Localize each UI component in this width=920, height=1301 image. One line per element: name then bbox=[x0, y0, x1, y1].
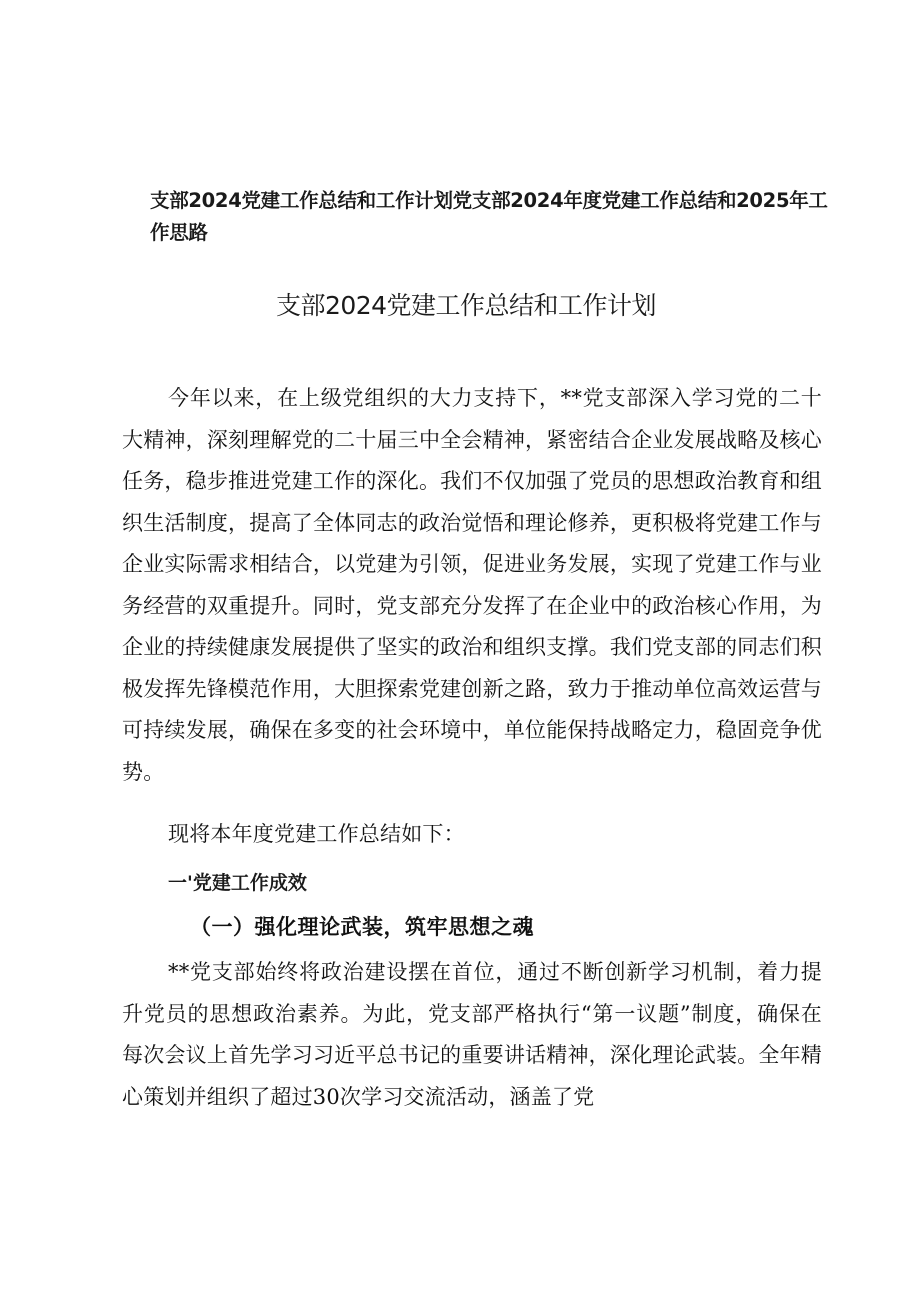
subsection-paragraph: **党支部始终将政治建设摆在首位，通过不断创新学习机制，着力提升党员的思想政治素养。为此，党支部严格执行“第一议题”制度，确保在每次会议上首先学习习近平总书记的重要讲话精神，深化理论武装。全年精心策划并组织了超过30次学习交流活动，涵盖了党 bbox=[122, 960, 822, 1109]
summary-intro-paragraph: 现将本年度党建工作总结如下： bbox=[168, 822, 465, 846]
section-heading: 一'党建工作成效 bbox=[168, 872, 307, 894]
document-header-title: 支部2024党建工作总结和工作计划党支部2024年度党建工作总结和2025年工作思路 bbox=[150, 189, 828, 244]
document-main-title: 支部2024党建工作总结和工作计划 bbox=[275, 291, 657, 320]
subsection-heading: （一）强化理论武装，筑牢思想之魂 bbox=[190, 914, 534, 939]
intro-paragraph: 今年以来，在上级党组织的大力支持下，**党支部深入学习党的二十大精神，深刻理解党的二十届三中全会精神，紧密结合企业发展战略及核心任务，稳步推进党建工作的深化。我们不仅加强了党员的思想政治教育和组织生活制度，提高了全体同志的政治觉悟和理论修养，更积极将党建工作与企业实际需求相结合，以党建为引领，促进业务发展，实现了党建工作与业务经营的双重提升。同时，党支部充分发挥了在企业中的政治核心作用，为企业的持续健康发展提供了坚实的政治和组织支撑。我们党支部的同志们积极发挥先锋模范作用，大胆探索党建创新之路，致力于推动单位高效运营与可持续发展，确保在多变的社会环境中，单位能保持战略定力，稳固竞争优势。 bbox=[122, 386, 822, 784]
